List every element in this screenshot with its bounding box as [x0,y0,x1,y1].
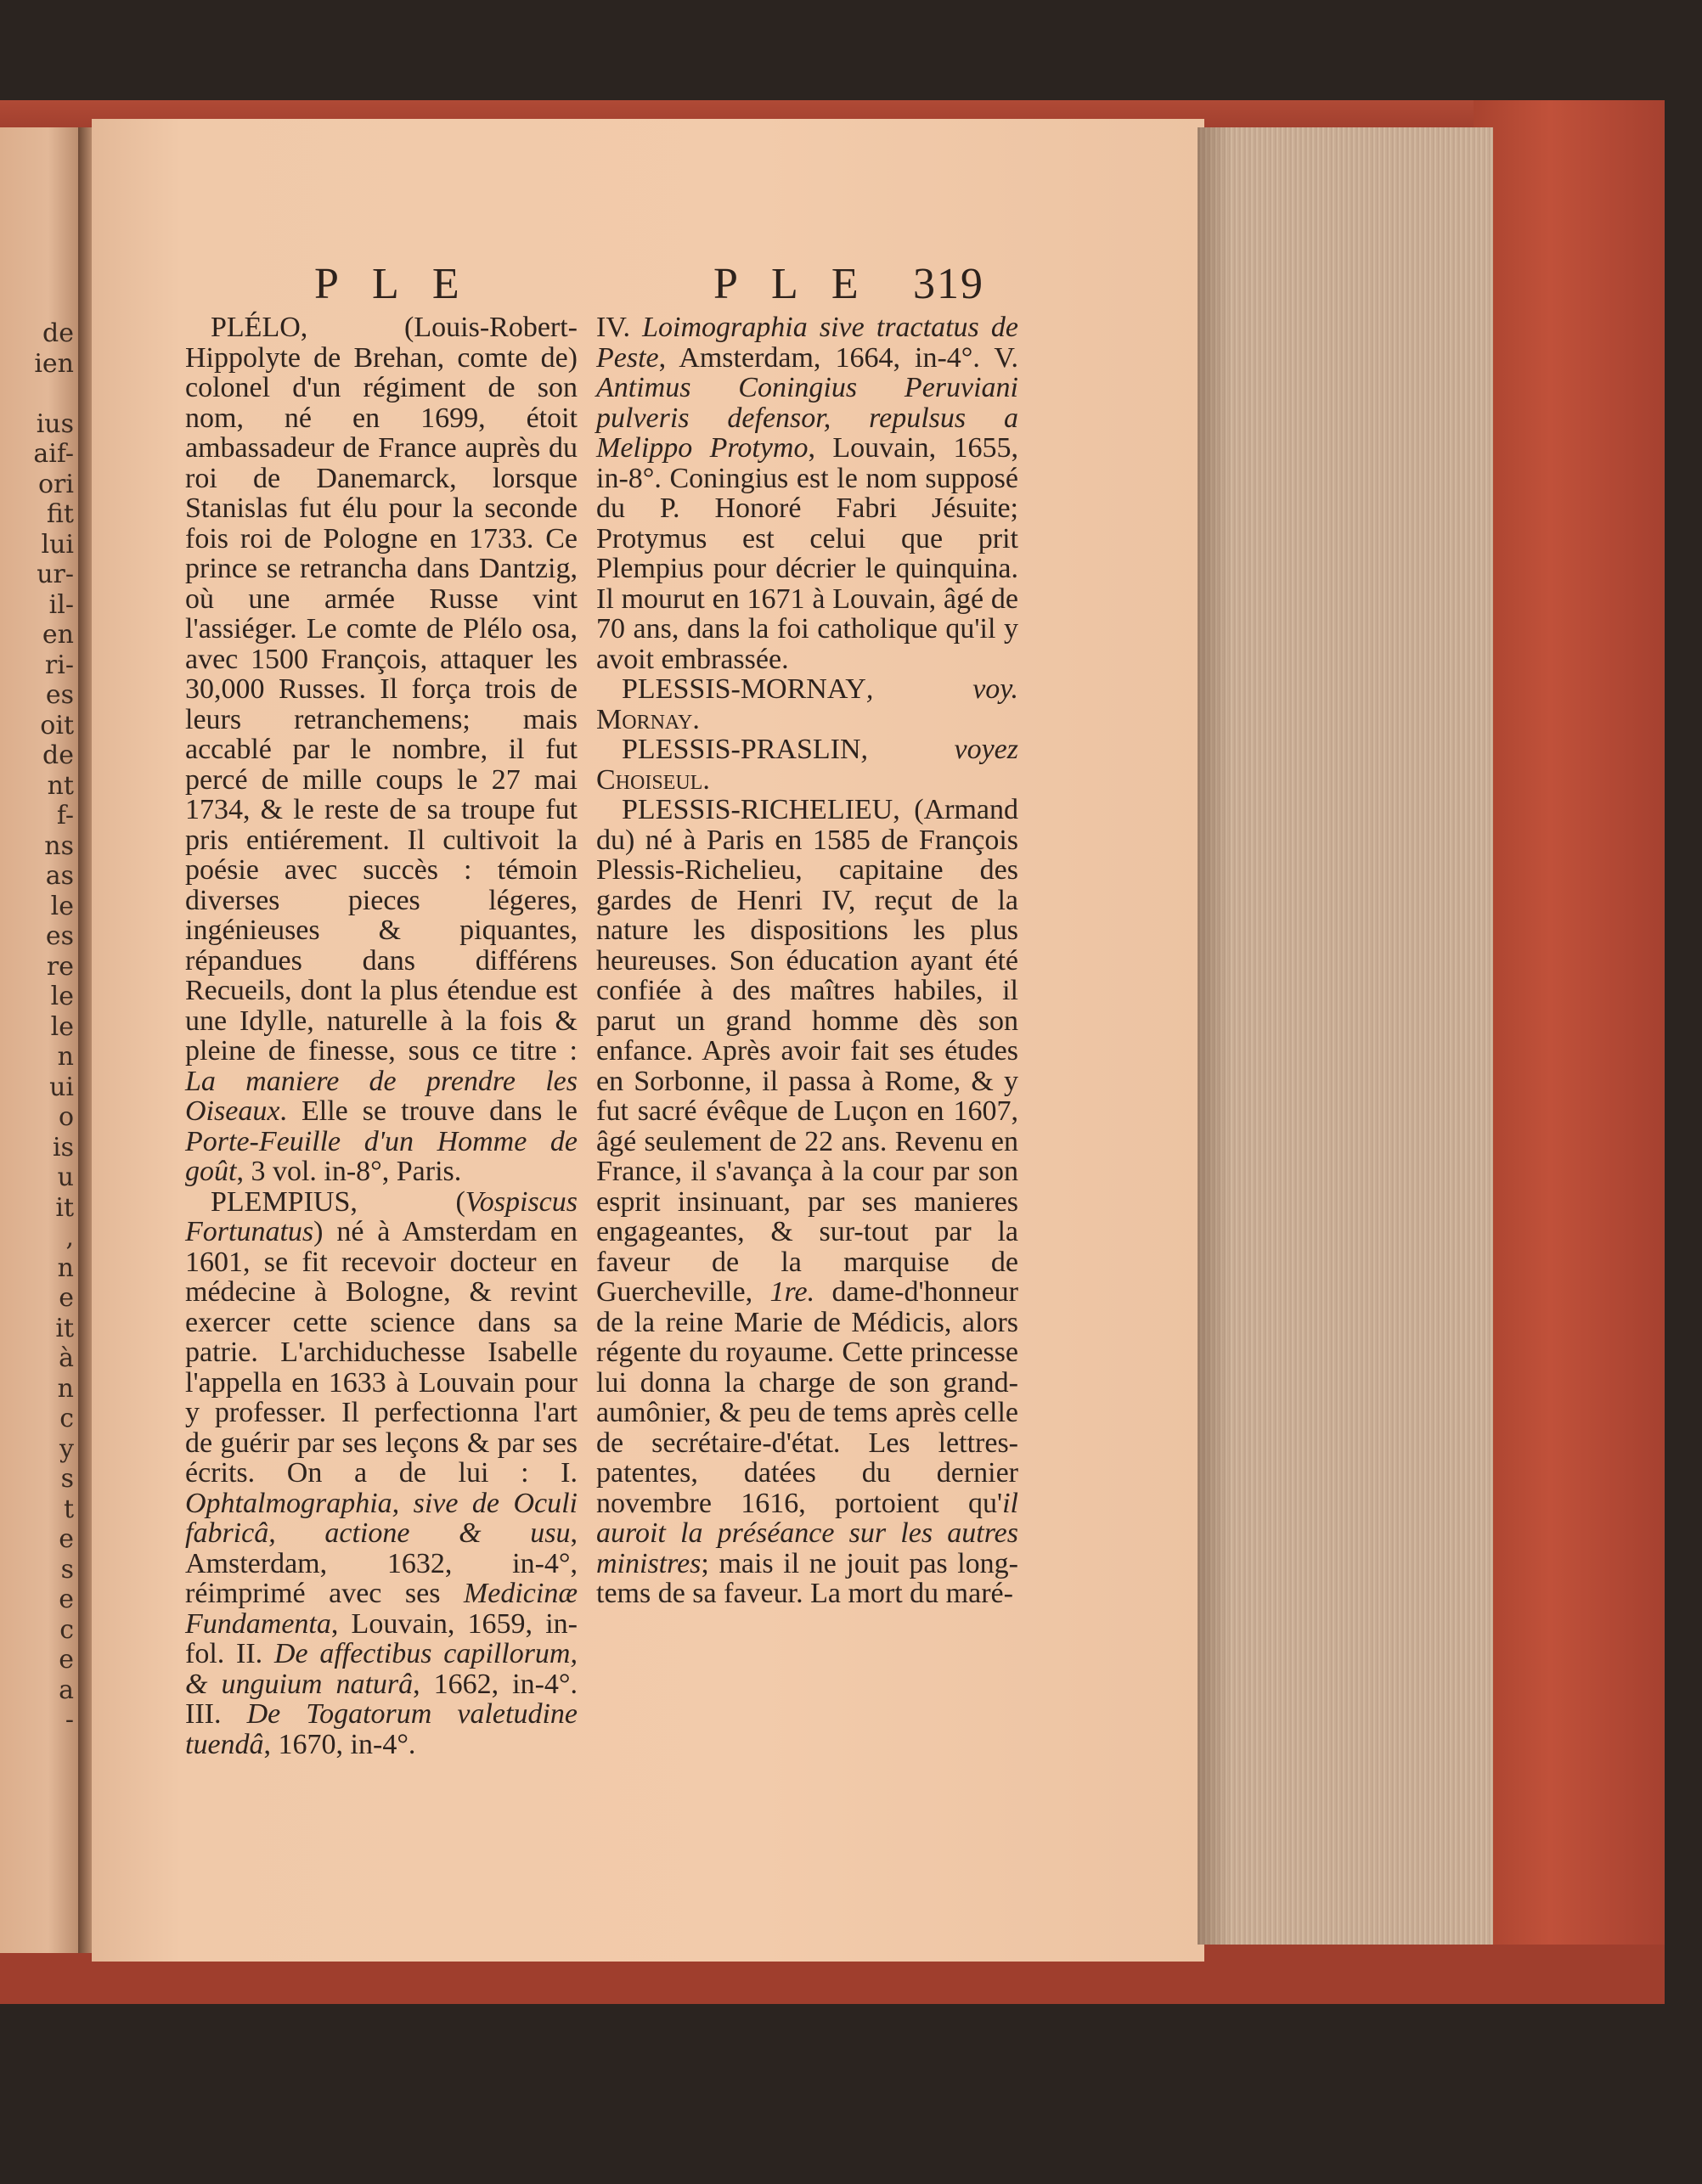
entry-name: PLÉLO [211,312,301,343]
left-page-fragment: as [45,861,74,891]
entry-plessis-richelieu [596,795,1018,1609]
cross-reference-label: , voyez [860,734,1018,765]
left-page-fragment: ns [44,830,74,861]
left-page-fragment: es [45,680,74,710]
left-page-fragment: f- [56,801,74,830]
left-page-fragment: ur- [37,560,74,589]
entry-text: ) né à Amsterdam en 1601, se fit recevoir docteur en médecine à Bologne, & revint exercer cette science dans sa patrie. L'archiduchesse Isabelle l'appella en 1633 à Louvain pour y professer. Il perfectionna l'art de guérir par ses leçons & par ses écrits. On a de lui : I. [185,1216,578,1489]
left-page-fragment: e [59,1524,74,1554]
entry-text: , Louvain, 1655, in-8°. Coningius est le nom supposé du P. Honoré Fabri Jésuite; Protymus est celui que prit Plempius pour décrier le quinquina. Il mourut en 1671 à Louvain, âgé de 70 ans, dans la foi catholique qu'il y avoit embrassée. [596,432,1018,675]
left-page-fragment: s [60,1554,74,1585]
entry-name: PLESSIS-PRASLIN [622,734,861,765]
entry-name: PLEMPIUS [211,1185,351,1218]
work-title: Vospiscus Fortunatus [185,1185,578,1247]
left-page-fragment: n [57,1373,74,1404]
left-page-fragment: ius [36,408,74,439]
left-page-fragment: oit [40,710,74,740]
left-page-fragment: le [50,1011,74,1042]
left-page-fragment: nt [47,770,74,801]
left-page-fragment: s [60,1464,74,1494]
left-page-fragment: de [42,318,74,348]
work-title: De Togatorum valetudine tuendâ [185,1698,578,1760]
left-page-fragment: e [59,1585,74,1614]
left-page-fragment: e [59,1645,74,1675]
left-page-fragment: aif- [33,439,74,469]
entry-text: , (Louis-Robert-Hippolyte de Brehan, comte de) colonel d'un régiment de son nom, né en 1699, étoit ambassadeur de France auprès du roi de Danemarck, lorsque Stanislas fut élu pour la seconde fois roi de Pologne en 1733. Ce prince se retrancha dans Dantzig, où une armée Russe vint l'assiéger. Le comte de Plélo osa, avec 1500 François, attaquer les 30,000 Russes. Il força trois de leurs retranchemens; mais accablé par le nombre, il fut percé de mille coups le 27 mai 1734, & le reste de sa troupe fut pris entiérement. Il cultivoit la poésie avec succès : témoin diverses pieces légeres, ingénieuses & piquantes, répandues dans différens Recueils, dont la plus étendue est une Idylle, naturelle à la fois & pleine de finesse, sous ce titre : [185,312,578,1067]
left-page-fragment: e [59,1283,74,1313]
entry-text: ; mais il ne jouit pas long-tems de sa faveur. La mort du maré- [596,1547,1018,1609]
entry-text: IV. [596,312,643,343]
entry-plempius [185,1187,578,1760]
work-title: Porte-Feuille d'un Homme de goût [185,1125,578,1187]
work-title: De affectibus capillorum, & unguium naturâ [185,1638,578,1700]
work-title: Medicinæ Fundamenta [185,1578,578,1640]
quoted-text: il auroit la préséance sur les autres ministres [596,1487,1018,1579]
work-title: Antimus Coningius Peruviani pulveris defensor, repulsus a Melippo Protymo [596,372,1018,464]
ordinal-mark: 1re. [769,1276,815,1308]
page-block-edges [1198,127,1493,1945]
left-page-fragment: ui [49,1072,74,1102]
work-title: Ophtalmographia, sive de Oculi fabricâ, actione & usu [185,1487,578,1549]
running-head-left: P L E [314,260,471,308]
entry-text: , 1670, in-4°. [263,1728,416,1760]
left-page-fragment: t [63,1494,74,1524]
left-page-fragment: c [59,1404,74,1433]
left-page-edge [0,127,81,1953]
entry-text: . Elle se trouve dans le [279,1095,578,1127]
entry-text: dame-d'honneur de la reine Marie de Médicis, alors régente du royaume. Cette princesse lui donna la charge de son grand-aumônier, & peu de tems après celle de secrétaire-d'état. Les lettres-patentes, datées du dernier novembre 1616, portoient qu' [596,1276,1018,1519]
left-page-fragment: ri- [44,650,74,680]
entry-text: , 1662, in-4°. III. [185,1668,578,1730]
entry-plempius-continued [596,312,1018,674]
cross-reference-label: , voy. [865,673,1018,705]
left-page-fragment: it [55,1313,74,1343]
left-page-fragment: fit [46,499,74,529]
left-page-fragment: n [57,1042,74,1072]
left-page-fragment: ien [34,348,74,379]
work-title: Loimographia sive tractatus de Peste [596,312,1018,374]
entry-text: , (Armand du) né à Paris en 1585 de François Plessis-Richelieu, capitaine des gardes de Henri IV, reçut de la nature les dispositions les plus heureuses. Son éducation ayant été confiée à des maîtres habiles, il parut un grand homme dès son enfance. Après avoir fait ses études en Sorbonne, il passa à Rome, & y fut sacré évêque de Luçon en 1607, âgé seulement de 22 ans. Revenu en France, il s'avança à la cour par son esprit insinuant, par ses manieres engageantes, & sur-tout par la faveur de la marquise de Guercheville, [596,794,1018,1308]
left-page-fragment: , [65,1223,74,1252]
left-page-fragment: il- [48,589,74,620]
page-number: 319 [913,260,984,308]
page-edge-shadow [1198,127,1231,1945]
left-page-fragment: y [59,1433,74,1464]
left-page-fragment: - [65,1705,74,1735]
left-page-fragment: c [59,1614,74,1645]
book-cover-right [1474,100,1665,2002]
entry-text: , Louvain, 1659, in-fol. II. [185,1607,578,1669]
left-page-fragment: es [45,921,74,951]
column-right [596,312,1018,1609]
cross-reference-target: Choiseul. [596,763,710,796]
left-page-fragment: re [46,951,74,982]
entry-plelo [185,312,578,1187]
left-page-fragment: ori [38,469,74,499]
left-page-fragment: en [42,620,74,650]
entry-text: , ( [350,1185,465,1218]
entry-text: , Amsterdam, 1664, in-4°. V. [658,341,1018,374]
left-page-fragment: à [59,1343,74,1373]
left-page-fragment: le [50,891,74,921]
left-page-fragment: a [59,1675,74,1705]
left-page-fragment: le [50,982,74,1011]
work-title: La maniere de prendre les Oiseaux [185,1065,578,1127]
left-page-fragment: is [53,1132,74,1162]
column-left [185,312,578,1759]
left-page-fragment: o [58,1102,74,1132]
left-page-fragment: de [42,740,74,770]
entry-name: PLESSIS-RICHELIEU [622,794,893,825]
running-head-right: P L E [713,260,871,308]
cross-reference-target: Mornay. [596,703,700,735]
left-page-fragment: u [57,1162,74,1192]
entry-text: , 3 vol. in-8°, Paris. [236,1156,462,1187]
left-page-fragment: lui [41,529,74,560]
entry-plessis-praslin [596,735,1018,795]
left-page-fragment: n [57,1252,74,1283]
entry-plessis-mornay [596,674,1018,735]
entry-text: , Amsterdam, 1632, in-4°, réimprimé avec ses [185,1517,578,1609]
left-page-fragment: it [55,1192,74,1223]
entry-name: PLESSIS-MORNAY [622,673,866,705]
